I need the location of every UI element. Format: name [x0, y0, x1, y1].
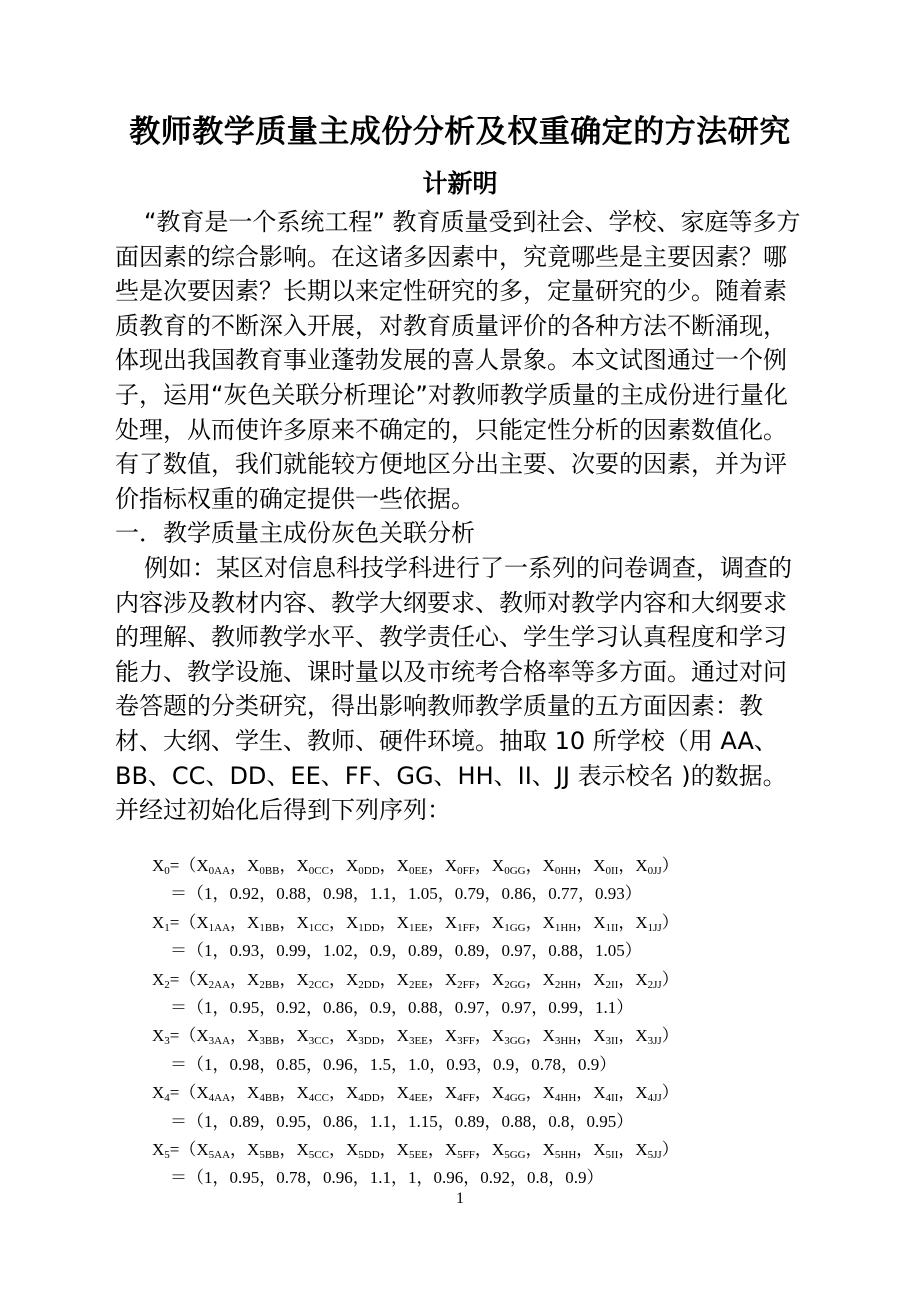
- page-title: 教师教学质量主成份分析及权重确定的方法研究: [129, 114, 791, 150]
- author-name: 计新明: [422, 169, 498, 198]
- sequence-list: [152, 852, 832, 1193]
- sequence-values: ＝（1，0.93，0.99，1.02，0.9，0.89，0.89，0.97，0.88，1.05）: [170, 941, 642, 961]
- intro-paragraph: “教育是一个系统工程” 教育质量受到社会、学校、家庭等多方面因素的综合影响。在这诸多因素中，究竟哪些是主要因素？哪些是次要因素？长期以来定性研究的多，定量研究的少。随着素质教育的不断深入开展，对教育质量评价的各种方法不断涌现，体现出我国教育事业蓬勃发展的喜人景象。本文试图通过一个例子，运用“灰色关联分析理论”对教师教学质量的主成份进行量化处理，从而使许多原来不确定的，只能定性分析的因素数值化。有了数值，我们就能较方便地区分出主要、次要的因素，并为评价指标权重的确定提供一些依据。: [115, 208, 801, 513]
- sequence-values: ＝（1，0.95，0.92，0.86，0.9，0.88，0.97，0.97，0.99，1.1）: [170, 998, 634, 1018]
- sequence-values: ＝（1，0.98，0.85，0.96，1.5，1.0，0.93，0.9，0.78，0.9）: [170, 1054, 617, 1074]
- section-heading: 一．教学质量主成份灰色关联分析: [115, 519, 475, 547]
- sequence-values: ＝（1，0.95，0.78，0.96，1.1，1，0.96，0.92，0.8，0.9）: [170, 1168, 604, 1188]
- sequence-definition: $X_4=(X_{4AA}$，$X_{4BB}$，$X_{4CC}$，$X_{4DD}$，$X_{4EE}$，$X_{4FF}$，$X_{4GG}$，$X_{4HH}$，$X_{4II}$，$X_{4JJ}$）: [152, 1083, 679, 1105]
- sequence-definition: $X_5=(X_{5AA}$，$X_{5BB}$，$X_{5CC}$，$X_{5DD}$，$X_{5EE}$，$X_{5FF}$，$X_{5GG}$，$X_{5HH}$，$X_{5II}$，$X_{5JJ}$）: [152, 1140, 679, 1162]
- sequence-values: ＝（1，0.92，0.88，0.98，1.1，1.05，0.79，0.86，0.77，0.93）: [170, 884, 642, 904]
- sequence-definition: $X_3=(X_{3AA}$，$X_{3BB}$，$X_{3CC}$，$X_{3DD}$，$X_{3EE}$，$X_{3FF}$，$X_{3GG}$，$X_{3HH}$，$X_{3II}$，$X_{3JJ}$）: [152, 1026, 679, 1048]
- example-paragraph: 例如：某区对信息科技学科进行了一系列的问卷调查，调查的内容涉及教材内容、教学大纲要求、教师对教学内容和大纲要求的理解、教师教学水平、教学责任心、学生学习认真程度和学习能力、教学设施、课时量以及市统考合格率等多方面。通过对问卷答题的分类研究，得出影响教师教学质量的五方面因素：教材、大纲、学生、教师、硬件环境。抽取 10 所学校（用 AA、BB、CC、DD、EE、FF、GG、HH、II、JJ 表示校名 )的数据。并经过初始化后得到下列序列：: [115, 554, 792, 825]
- sequence-definition: $X_0=(X_{0AA}$，$X_{0BB}$，$X_{0CC}$，$X_{0DD}$，$X_{0EE}$，$X_{0FF}$，$X_{0GG}$，$X_{0HH}$，$X_{0II}$，$X_{0JJ}$）: [152, 856, 679, 877]
- sequence-definition: $X_2=(X_{2AA}$，$X_{2BB}$，$X_{2CC}$，$X_{2DD}$，$X_{2EE}$，$X_{2FF}$，$X_{2GG}$，$X_{2HH}$，$X_{2II}$，$X_{2JJ}$）: [152, 969, 679, 991]
- sequence-values: ＝（1，0.89，0.95，0.86，1.1，1.15，0.89，0.88，0.8，0.95）: [170, 1111, 634, 1131]
- sequence-definition: $X_1=(X_{1AA}$，$X_{1BB}$，$X_{1CC}$，$X_{1DD}$，$X_{1EE}$，$X_{1FF}$，$X_{1GG}$，$X_{1HH}$，$X_{1II}$，$X_{1JJ}$）: [152, 912, 679, 934]
- page-number: 1: [456, 1190, 464, 1207]
